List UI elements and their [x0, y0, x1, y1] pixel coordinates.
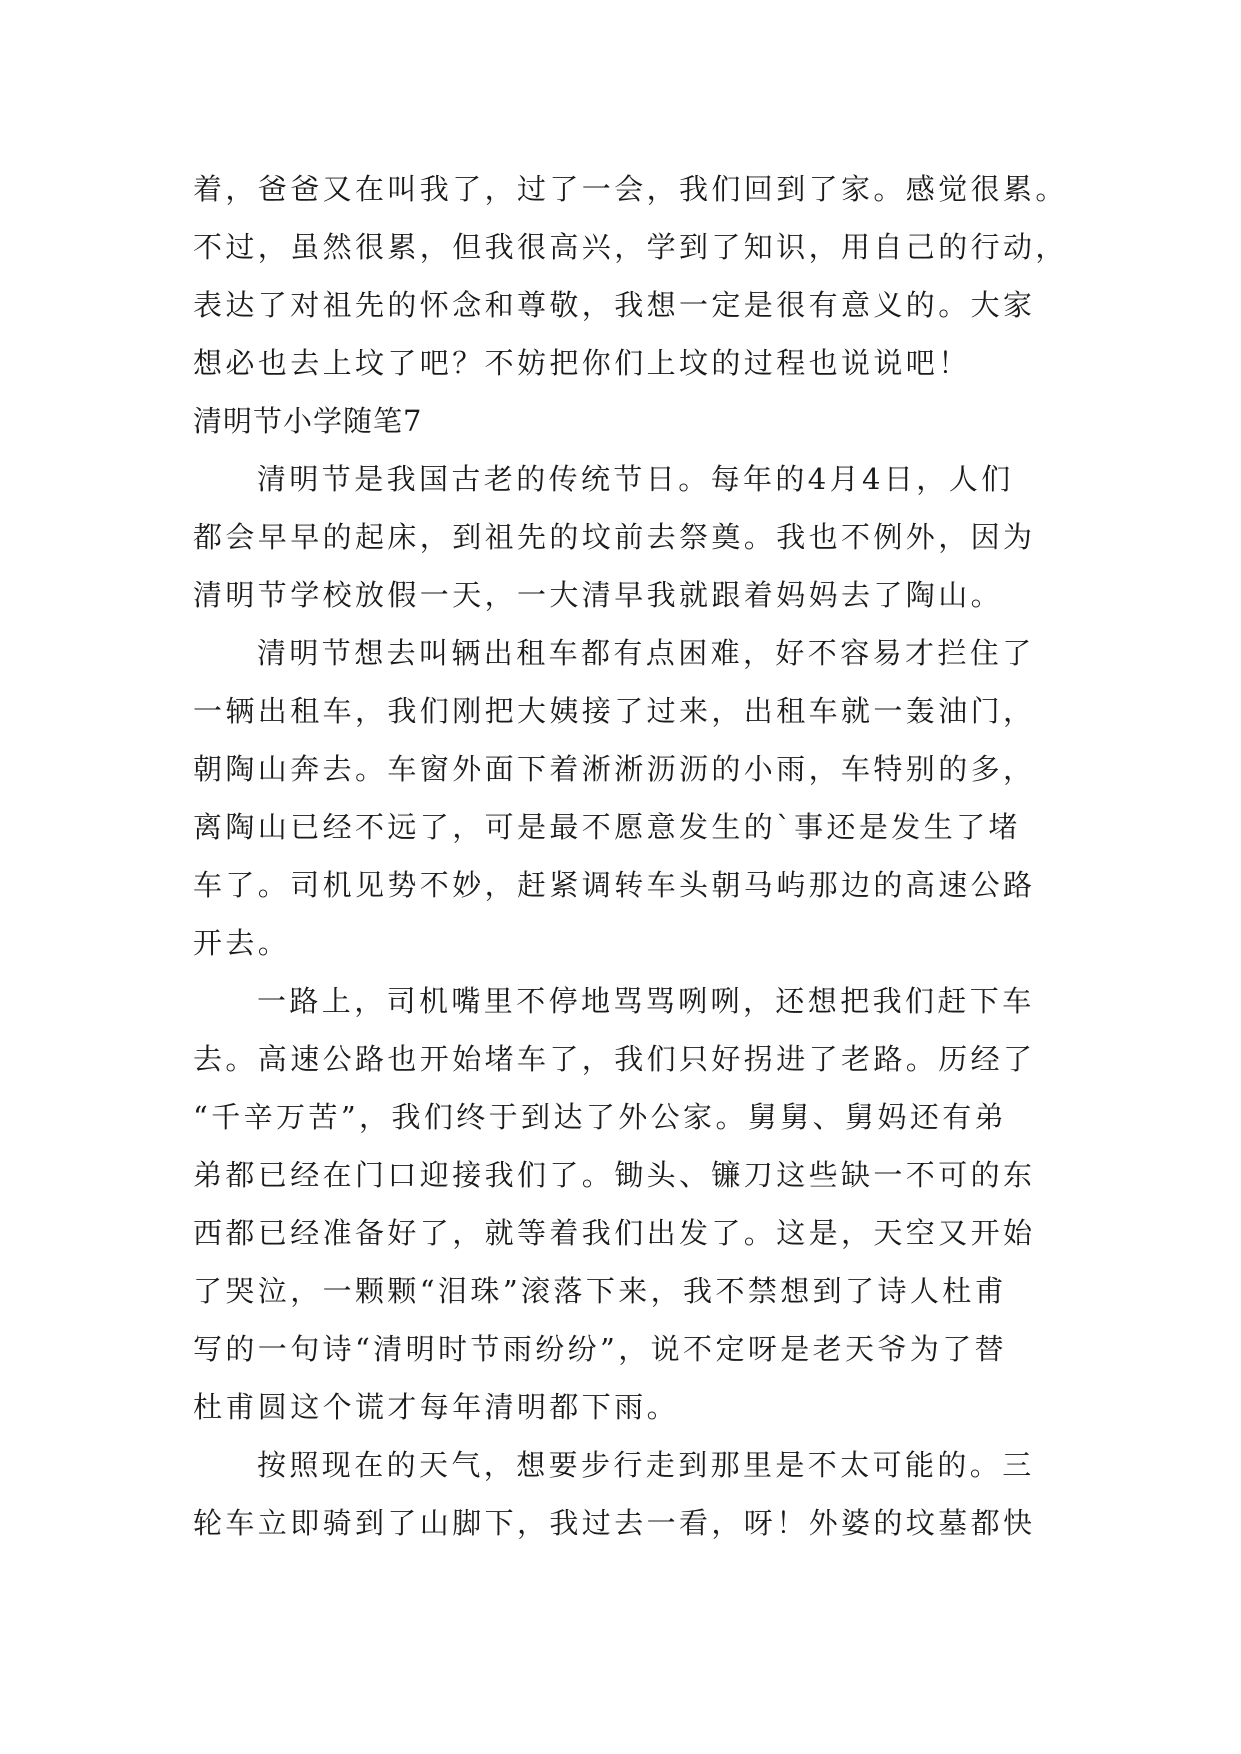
text-line: 杜甫圆这个谎才每年清明都下雨。: [193, 1390, 680, 1424]
text-line: 轮车立即骑到了山脚下，我过去一看，呀！外婆的坟墓都快: [193, 1506, 1036, 1540]
text-line: 想必也去上坟了吧？不妨把你们上坟的过程也说说吧！: [193, 346, 971, 380]
paragraph: [193, 450, 1063, 624]
text-line: 了哭泣，一颗颗“泪珠”滚落下来，我不禁想到了诗人杜甫: [193, 1274, 1008, 1308]
paragraph: [193, 1436, 1063, 1552]
text-line: 着，爸爸又在叫我了，过了一会，我们回到了家。感觉很累。: [193, 172, 1068, 206]
text-line: 开去。: [193, 926, 291, 960]
text-line: 一路上，司机嘴里不停地骂骂咧咧，还想把我们赶下车: [257, 984, 1035, 1018]
text-line: 去。高速公路也开始堵车了，我们只好拐进了老路。历经了: [193, 1042, 1036, 1076]
text-line: 清明节学校放假一天，一大清早我就跟着妈妈去了陶山。: [193, 578, 1004, 612]
text-line: 清明节想去叫辆出租车都有点困难，好不容易才拦住了: [257, 636, 1035, 670]
document-body: [193, 160, 1068, 1552]
text-line: “千辛万苦”，我们终于到达了外公家。舅舅、舅妈还有弟: [193, 1100, 1008, 1134]
paragraph: [193, 972, 1063, 1436]
paragraph: [193, 624, 1063, 972]
text-line: 按照现在的天气，想要步行走到那里是不太可能的。三: [257, 1448, 1035, 1482]
text-line: 表达了对祖先的怀念和尊敬，我想一定是很有意义的。大家: [193, 288, 1036, 322]
intro-paragraph: [193, 160, 1068, 392]
text-line: 一辆出租车，我们刚把大姨接了过来，出租车就一轰油门，: [193, 694, 1036, 728]
text-line: 清明节是我国古老的传统节日。每年的4月4日，人们: [257, 462, 1014, 496]
text-line: 不过，虽然很累，但我很高兴，学到了知识，用自己的行动，: [193, 230, 1068, 264]
section-heading: 清明节小学随笔7: [193, 404, 423, 438]
text-line: 写的一句诗“清明时节雨纷纷”，说不定呀是老天爷为了替: [193, 1332, 1008, 1366]
text-line: 朝陶山奔去。车窗外面下着淅淅沥沥的小雨，车特别的多，: [193, 752, 1036, 786]
text-line: 弟都已经在门口迎接我们了。锄头、镰刀这些缺一不可的东: [193, 1158, 1036, 1192]
text-line: 都会早早的起床，到祖先的坟前去祭奠。我也不例外，因为: [193, 520, 1036, 554]
text-line: 车了。司机见势不妙，赶紧调转车头朝马屿那边的高速公路: [193, 868, 1036, 902]
text-line: 离陶山已经不远了，可是最不愿意发生的`事还是发生了堵: [193, 810, 1021, 844]
text-line: 西都已经准备好了，就等着我们出发了。这是，天空又开始: [193, 1216, 1036, 1250]
